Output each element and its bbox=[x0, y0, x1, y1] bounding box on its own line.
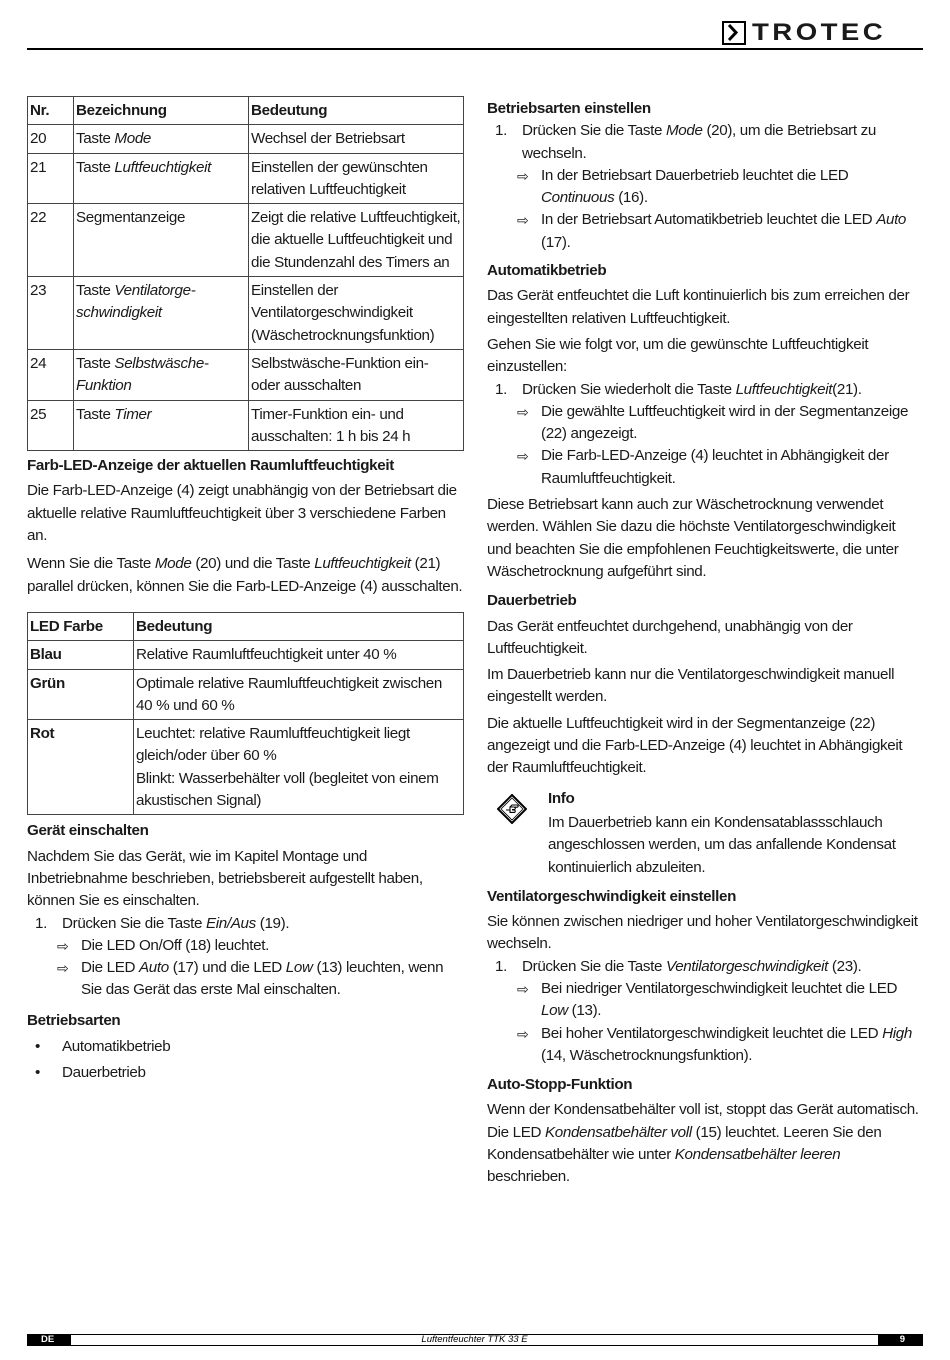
header-rule bbox=[27, 48, 923, 50]
text-run: (23). bbox=[828, 957, 862, 975]
text-run: (14, Wäschetrocknungsfunktion). bbox=[541, 1046, 753, 1064]
key-luftfeuchtigkeit: Luftfeuchtigkeit bbox=[314, 555, 411, 573]
result-item bbox=[487, 401, 923, 446]
logo-text: TROTEC bbox=[752, 19, 887, 46]
text-run: Wenn Sie die Taste bbox=[27, 555, 155, 573]
cell-name-prefix: Taste bbox=[76, 282, 115, 300]
cell-nr: 25 bbox=[28, 400, 74, 451]
text-run: beschrieben. bbox=[487, 1168, 570, 1186]
ventilator-heading: Ventilatorgeschwindigkeit einstellen bbox=[487, 887, 737, 905]
result-arrow-icon: ⇨ bbox=[57, 937, 69, 954]
col-header-nr: Nr. bbox=[28, 97, 74, 125]
result-arrow-icon: ⇨ bbox=[517, 403, 529, 420]
text-run: Wenn der Kondensatbehälter voll ist, stoppt das Gerät automatisch. Die LED bbox=[487, 1101, 919, 1141]
cell-name-key: Luftfeuchtigkeit bbox=[114, 158, 211, 176]
info-text: Im Dauerbetrieb kann ein Kondensatablassschlauch angeschlossen werden, um das anfallende Kondensat kontinuierlich abzuleiten. bbox=[548, 813, 896, 876]
step-item bbox=[487, 956, 923, 978]
text-run: Bei niedriger Ventilatorgeschwindigkeit leuchtet die LED bbox=[541, 979, 905, 997]
cell-name bbox=[74, 125, 249, 153]
einschalten-heading: Gerät einschalten bbox=[27, 822, 149, 840]
footer-page-number: 9 bbox=[899, 1334, 905, 1345]
cell-meaning: Einstellen der gewünschten relativen Luftfeuchtigkeit bbox=[249, 153, 464, 204]
automatik-paragraph-3: Diese Betriebsart kann auch zur Wäschetrocknung verwendet werden. Wählen Sie dazu die höchste Ventilatorgeschwindigkeit und beachten Sie die empfohlenen Feuchtigkeitswerte, die unter Wäschetrocknung aufgeführt sind. bbox=[487, 496, 899, 580]
text-run: (21). bbox=[832, 380, 862, 398]
text-run: Drücken Sie wiederholt die Taste bbox=[522, 380, 736, 398]
cell-nr: 22 bbox=[28, 204, 74, 277]
table-header-row bbox=[28, 612, 464, 640]
cell-meaning: Wechsel der Betriebsart bbox=[249, 125, 464, 153]
text-run: Die gewählte Luftfeuchtigkeit wird in der Segmentanzeige (22) angezeigt. bbox=[541, 402, 909, 443]
cell-name-key: Timer bbox=[114, 405, 152, 423]
cell-nr: 20 bbox=[28, 125, 74, 153]
ventilator-paragraph: Sie können zwischen niedriger und hoher Ventilatorgeschwindigkeit wechseln. bbox=[487, 913, 918, 953]
cell-name-prefix: Taste bbox=[76, 354, 115, 372]
cell-name-prefix: Taste bbox=[76, 130, 115, 148]
einstellen-heading: Betriebsarten einstellen bbox=[487, 100, 651, 117]
cell-meaning: Timer-Funktion ein- und ausschalten: 1 h bis 24 h bbox=[249, 400, 464, 451]
hand-pointing-icon bbox=[497, 794, 527, 824]
cell-led-color: Rot bbox=[28, 720, 134, 815]
text-run: In der Betriebsart Automatikbetrieb leuchtet die LED bbox=[541, 211, 877, 229]
result-arrow-icon: ⇨ bbox=[57, 960, 69, 977]
result-arrow-icon: ⇨ bbox=[517, 448, 529, 465]
key-mode: Mode bbox=[665, 122, 703, 140]
cell-meaning: Selbstwäsche-Funktion ein- oder ausschalten bbox=[249, 349, 464, 400]
meaning-line-1: Leuchtet: relative Raumluftfeuchtigkeit liegt gleich/oder über 60 % bbox=[136, 725, 410, 765]
result-item bbox=[487, 165, 923, 210]
text-run: (17) und die LED bbox=[168, 959, 286, 977]
col-header-name: Bezeichnung bbox=[74, 97, 249, 125]
table-row bbox=[28, 204, 464, 277]
automatik-heading: Automatikbetrieb bbox=[487, 262, 607, 280]
info-box bbox=[487, 788, 923, 879]
logo-chevron-icon bbox=[722, 21, 746, 45]
step-number: 1. bbox=[35, 914, 47, 932]
cell-name bbox=[74, 277, 249, 350]
automatik-paragraph-2: Gehen Sie wie folgt vor, um die gewünschte Luftfeuchtigkeit einzustellen: bbox=[487, 335, 869, 376]
result-item bbox=[27, 957, 465, 1002]
col-header-meaning: Bedeutung bbox=[249, 97, 464, 125]
text-run: Die LED On/Off (18) leuchtet. bbox=[81, 936, 269, 954]
dauer-heading: Dauerbetrieb bbox=[487, 592, 577, 610]
key-continuous: Continuous bbox=[541, 189, 615, 207]
bullet-icon: • bbox=[35, 1064, 40, 1082]
text-run: (20), um die Betriebsart zu wechseln. bbox=[522, 122, 876, 162]
cell-name-prefix: Taste bbox=[76, 158, 115, 176]
list-item-label: Dauerbetrieb bbox=[62, 1064, 146, 1082]
text-run: Die LED bbox=[81, 959, 139, 977]
einschalten-paragraph: Nachdem Sie das Gerät, wie im Kapitel Montage und Inbetriebnahme beschrieben, betriebsbereit aufgestellt haben, können Sie es einschalten. bbox=[27, 847, 423, 910]
cell-name bbox=[74, 349, 249, 400]
text-run: (15) leuchtet. Leeren Sie den Kondensatbehälter wie unter bbox=[487, 1123, 882, 1164]
table-row bbox=[28, 720, 464, 815]
result-arrow-icon: ⇨ bbox=[517, 980, 529, 997]
text-run: (17). bbox=[541, 233, 571, 251]
list-item-label: Automatikbetrieb bbox=[62, 1037, 171, 1055]
bullet-icon: • bbox=[35, 1037, 40, 1055]
result-item bbox=[487, 978, 923, 1023]
table-row bbox=[28, 641, 464, 669]
cell-name bbox=[74, 400, 249, 451]
cell-meaning bbox=[134, 720, 464, 815]
key-low: Low bbox=[285, 959, 313, 977]
led-section-heading: Farb-LED-Anzeige der aktuellen Raumluftfeuchtigkeit bbox=[27, 457, 394, 475]
text-run: In der Betriebsart Dauerbetrieb leuchtet die LED bbox=[541, 166, 849, 184]
dauer-paragraph-3: Die aktuelle Luftfeuchtigkeit wird in der Segmentanzeige (22) angezeigt und die Farb-LED-Anzeige (4) leuchtet in Abhängigkeit der Raumluftfeuchtigkeit. bbox=[487, 714, 903, 777]
key-ventilatorgeschwindigkeit: Ventilatorgeschwindigkeit bbox=[665, 957, 829, 975]
cell-led-color: Blau bbox=[28, 641, 134, 669]
key-mode: Mode bbox=[154, 555, 192, 573]
cell-meaning: Einstellen der Ventilatorgeschwindigkeit (Wäschetrocknungsfunktion) bbox=[249, 277, 464, 350]
result-arrow-icon: ⇨ bbox=[517, 212, 529, 229]
info-title: Info bbox=[548, 789, 575, 807]
result-item bbox=[487, 445, 923, 490]
key-ein-aus: Ein/Aus bbox=[205, 914, 256, 932]
text-run: (13). bbox=[567, 1002, 602, 1020]
table-row bbox=[28, 153, 464, 204]
autostopp-heading: Auto-Stopp-Funktion bbox=[487, 1076, 633, 1094]
key-auto: Auto bbox=[138, 959, 169, 977]
page-footer bbox=[27, 1334, 923, 1346]
key-kondensatbehaelter-voll: Kondensatbehälter voll bbox=[544, 1123, 692, 1141]
reference-kondensatbehaelter-leeren: Kondensatbehälter leeren bbox=[674, 1146, 841, 1164]
autostopp-paragraph bbox=[487, 1099, 923, 1188]
cell-name-prefix: Taste bbox=[76, 405, 115, 423]
cell-meaning: Optimale relative Raumluftfeuchtigkeit zwischen 40 % und 60 % bbox=[134, 669, 464, 720]
cell-name bbox=[74, 204, 249, 277]
controls-table bbox=[27, 96, 464, 451]
result-arrow-icon: ⇨ bbox=[517, 1025, 529, 1042]
key-low: Low bbox=[541, 1002, 568, 1020]
cell-nr: 21 bbox=[28, 153, 74, 204]
dauer-paragraph-1: Das Gerät entfeuchtet durchgehend, unabhängig von der Luftfeuchtigkeit. bbox=[487, 617, 853, 657]
text-run: Die Farb-LED-Anzeige (4) leuchtet in Abhängigkeit der Raumluftfeuchtigkeit. bbox=[541, 447, 889, 487]
list-item bbox=[27, 1036, 465, 1058]
step-number: 1. bbox=[495, 380, 507, 398]
footer-document-title: Luftentfeuchter TTK 33 E bbox=[71, 1334, 878, 1346]
table-row bbox=[28, 669, 464, 720]
cell-nr: 24 bbox=[28, 349, 74, 400]
cell-name-prefix: Segmentanzeige bbox=[76, 209, 186, 227]
led-section-paragraph: Die Farb-LED-Anzeige (4) zeigt unabhängig von der Betriebsart die aktuelle relative Raumluftfeuchtigkeit über 3 verschiedene Farben an. bbox=[27, 482, 457, 545]
step-item bbox=[27, 913, 465, 935]
result-item bbox=[487, 209, 923, 254]
right-column bbox=[487, 98, 923, 1189]
cell-meaning: Relative Raumluftfeuchtigkeit unter 40 % bbox=[134, 641, 464, 669]
table-row bbox=[28, 125, 464, 153]
result-item bbox=[487, 1023, 923, 1068]
list-item bbox=[27, 1062, 465, 1084]
key-high: High bbox=[882, 1024, 912, 1042]
text-run: (13) leuchten, wenn Sie das Gerät das erste Mal einschalten. bbox=[81, 959, 444, 999]
meaning-line-2: Blinkt: Wasserbehälter voll (begleitet von einem akustischen Signal) bbox=[136, 769, 439, 810]
text-run: (19). bbox=[255, 914, 290, 932]
betriebsarten-heading: Betriebsarten bbox=[27, 1011, 121, 1029]
text-run: (16). bbox=[614, 189, 648, 207]
result-arrow-icon: ⇨ bbox=[517, 167, 529, 184]
step-number: 1. bbox=[495, 957, 507, 975]
dauer-paragraph-2: Im Dauerbetrieb kann nur die Ventilatorgeschwindigkeit manuell eingestellt werden. bbox=[487, 666, 895, 706]
cell-name-key: Mode bbox=[114, 130, 152, 148]
cell-name-key: Selbstwäsche-Funktion bbox=[76, 354, 209, 395]
col-header-led-color: LED Farbe bbox=[28, 612, 134, 640]
table-header-row bbox=[28, 97, 464, 125]
footer-language: DE bbox=[41, 1334, 55, 1345]
led-switch-paragraph bbox=[27, 553, 465, 598]
cell-meaning: Zeigt die relative Luftfeuchtigkeit, die aktuelle Luftfeuchtigkeit und die Stundenzahl des Timers an bbox=[249, 204, 464, 277]
result-item bbox=[27, 935, 465, 957]
cell-nr: 23 bbox=[28, 277, 74, 350]
table-row bbox=[28, 400, 464, 451]
left-column bbox=[27, 96, 465, 1085]
step-number: 1. bbox=[495, 122, 507, 140]
trotec-logo bbox=[722, 19, 887, 47]
text-run: Drücken Sie die Taste bbox=[522, 122, 666, 140]
step-item bbox=[487, 379, 923, 401]
step-item bbox=[487, 120, 923, 165]
table-row bbox=[28, 277, 464, 350]
text-run: (21) parallel drücken, können Sie die Farb-LED-Anzeige (4) ausschalten. bbox=[27, 555, 463, 595]
table-row bbox=[28, 349, 464, 400]
text-run: (20) und die Taste bbox=[191, 555, 315, 573]
text-run: Drücken Sie die Taste bbox=[522, 957, 666, 975]
cell-led-color: Grün bbox=[28, 669, 134, 720]
automatik-paragraph-1: Das Gerät entfeuchtet die Luft kontinuierlich bis zum erreichen der eingestellten relativen Luftfeuchtigkeit. bbox=[487, 287, 910, 327]
key-luftfeuchtigkeit: Luftfeuchtigkeit bbox=[735, 380, 833, 398]
cell-name-key: Ventilatorge-schwindigkeit bbox=[76, 282, 196, 322]
text-run: Bei hoher Ventilatorgeschwindigkeit leuchtet die LED bbox=[541, 1024, 883, 1042]
key-auto: Auto bbox=[876, 211, 907, 229]
led-color-table bbox=[27, 612, 464, 815]
col-header-meaning: Bedeutung bbox=[134, 612, 464, 640]
cell-name bbox=[74, 153, 249, 204]
text-run: Drücken Sie die Taste bbox=[62, 914, 206, 932]
